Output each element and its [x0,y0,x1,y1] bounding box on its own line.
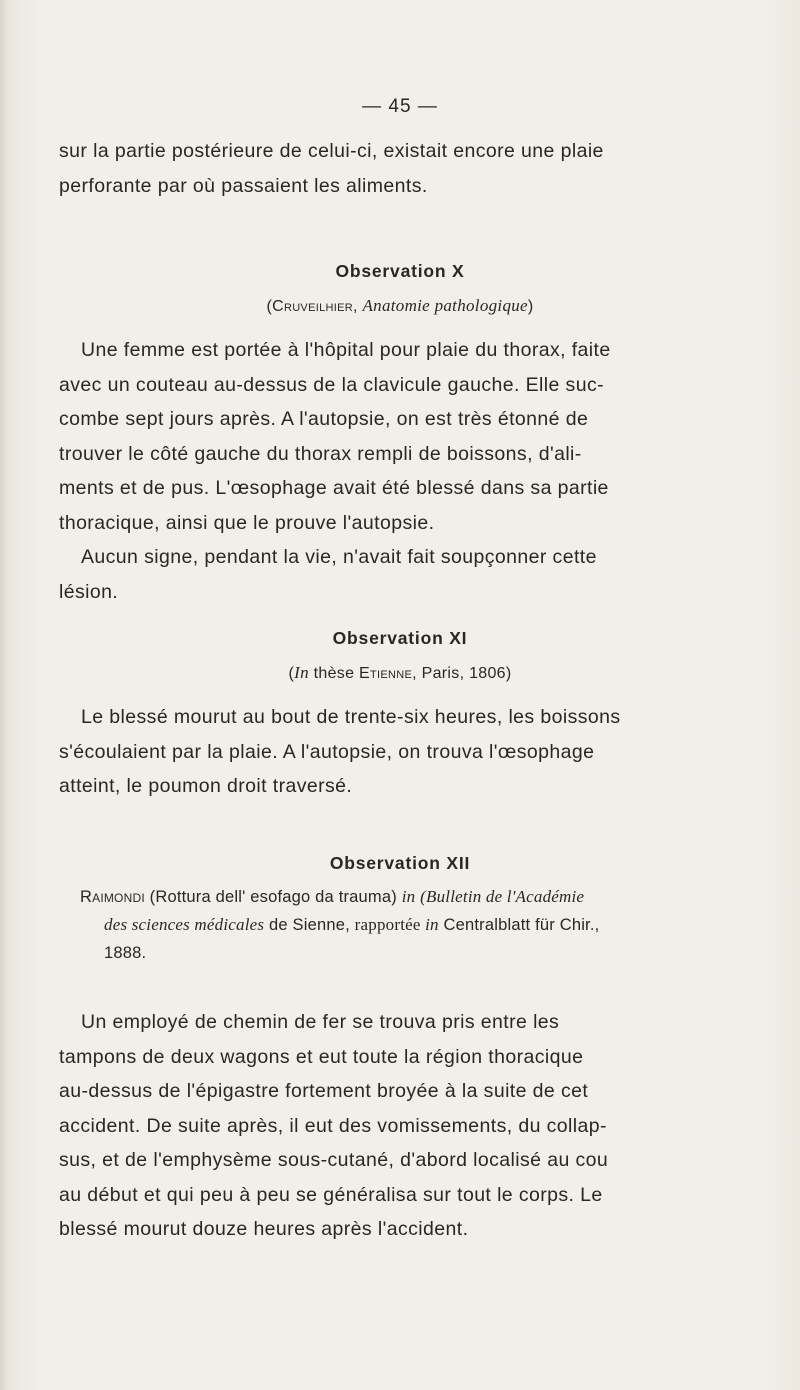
ref-city: de Sienne, [264,916,355,934]
text-line: atteint, le poumon droit traversé. [59,775,353,797]
text-line: accident. De suite après, il eut des vomissements, du collap- [59,1114,607,1137]
text-line: sur la partie postérieure de celui-ci, existait encore une plaie [59,140,604,162]
intro-paragraph [59,134,739,203]
text-line: Une femme est portée à l'hôpital pour plaie du thorax, faite [81,339,611,361]
observation-xi-title: Observation XI [332,628,468,648]
text-line: Un employé de chemin de fer se trouva pris entre les [81,1011,560,1033]
text-line: Le blessé mourut au bout de trente-six heures, les boissons [81,706,621,728]
ref-in: in [401,887,416,906]
text-line: lésion. [59,580,119,603]
text-line: combe sept jours après. A l'autopsie, on est très étonné de [59,408,589,430]
text-line: sus, et de l'emphysème sous-cutané, d'abord localisé au cou [59,1149,609,1171]
ref-in2: in [425,915,439,934]
observation-xii-paragraph [59,1005,739,1247]
ref-journal: (Bulletin de l'Académie [420,887,585,906]
text-line: tampons de deux wagons et eut toute la région thoracique [59,1045,584,1068]
source-author: Etienne [359,665,413,682]
text-line: trouver le côté gauche du thorax rempli de boissons, d'ali- [59,442,582,465]
source-author: Cruveilhier [272,298,353,315]
page-number: — 45 — [362,96,438,117]
observation-xii-title: Observation XII [329,853,471,873]
reference-line: 1888. [104,944,147,962]
ref-title: (Rottura dell' esofago da trauma) [144,888,402,906]
observation-xii-reference [80,883,760,967]
text-line: au-dessus de l'épigastre fortement broyée à la suite de cet [59,1080,589,1102]
observation-x-source: (Cruveilhier, Anatomie pathologique) [266,296,534,315]
text-line: Aucun signe, pendant la vie, n'avait fait soupçonner cette [81,546,597,568]
ref-journal-cont: des sciences médicales [104,915,265,934]
text-line: s'écoulaient par la plaie. A l'autopsie, on trouva l'œsophage [59,740,595,763]
source-tail: , Paris, 1806) [412,665,512,682]
reference-line [80,911,760,939]
ref-author: Raimondi [80,888,145,906]
source-work: Anatomie pathologique [362,296,528,315]
text-line: perforante par où passaient les aliments. [59,174,428,197]
text-line: thoracique, ainsi que le prouve l'autopsie. [59,511,435,534]
text-line: avec un couteau au-dessus de la clavicule gauche. Elle suc- [59,373,604,396]
source-in: In [294,663,309,682]
ref-centralblatt: Centralblatt für Chir., [438,916,600,934]
observation-xi-source: (In thèse Etienne, Paris, 1806) [288,663,512,682]
observation-xi-paragraph [59,700,739,804]
source-rest: thèse [308,665,360,682]
text-line: ments et de pus. L'œsophage avait été blessé dans sa partie [59,477,609,499]
observation-x-paragraph [59,333,739,609]
observation-x-title: Observation X [335,261,465,281]
text-line: blessé mourut douze heures après l'accident. [59,1218,469,1240]
reference-line [80,883,760,911]
ref-rapportee: rapportée [354,915,426,934]
text-line: au début et qui peu à peu se généralisa sur tout le corps. Le [59,1183,603,1206]
